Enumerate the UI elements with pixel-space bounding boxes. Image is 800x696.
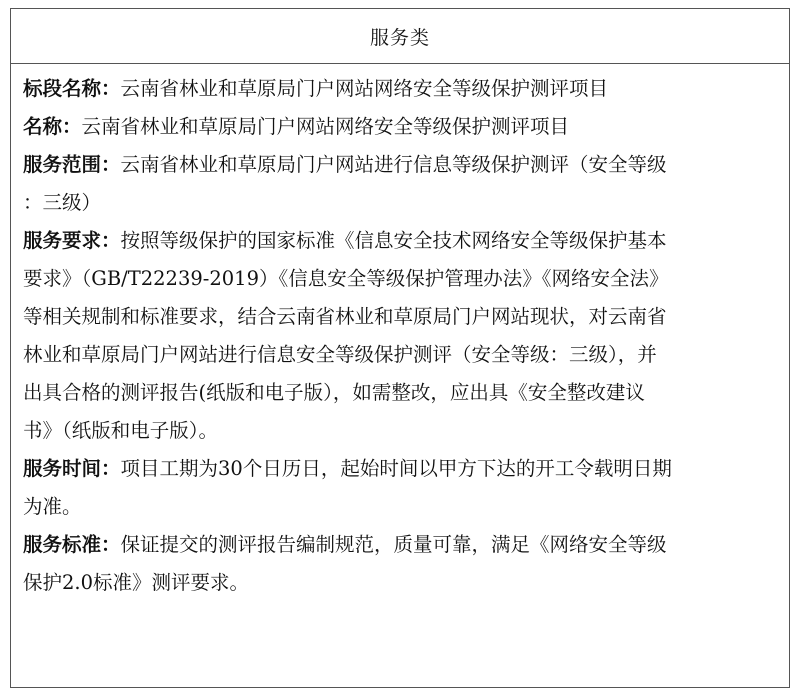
field-line: 按照等级保护的国家标准《信息安全技术网络安全等级保护基本: [120, 229, 667, 252]
field-line: 等相关规制和标准要求，结合云南省林业和草原局门户网站现状，对云南省: [23, 305, 667, 328]
field-label: 服务标准：: [23, 533, 121, 556]
field-line: 云南省林业和草原局门户网站网络安全等级保护测评项目: [120, 77, 609, 100]
field-service-time: [23, 450, 777, 526]
field-section-name: [23, 70, 777, 108]
field-line: 云南省林业和草原局门户网站进行信息等级保护测评（安全等级: [120, 153, 667, 176]
header-title: 服务类: [369, 26, 430, 49]
table-body: [11, 64, 789, 602]
field-line: 为准。: [23, 495, 82, 518]
field-label: 服务范围：: [23, 153, 121, 176]
field-line: 保护2.0标准》测评要求。: [23, 571, 250, 594]
field-name: [23, 108, 777, 146]
field-service-scope: [23, 146, 777, 222]
field-line: 云南省林业和草原局门户网站网络安全等级保护测评项目: [81, 115, 570, 138]
field-line: 要求》（GB/T22239-2019）《信息安全等级保护管理办法》《网络安全法》: [23, 267, 669, 290]
field-line: ：三级）: [23, 191, 102, 214]
field-service-requirements: [23, 222, 777, 450]
field-line: 保证提交的测评报告编制规范，质量可靠，满足《网络安全等级: [120, 533, 667, 556]
field-label: 标段名称：: [23, 77, 121, 100]
field-service-standard: [23, 526, 777, 602]
field-line: 出具合格的测评报告(纸版和电子版），如需整改，应出具《安全整改建议: [23, 381, 645, 404]
table-header: [11, 9, 789, 64]
service-table: [10, 8, 790, 688]
field-label: 名称：: [23, 115, 82, 138]
field-label: 服务要求：: [23, 229, 121, 252]
field-label: 服务时间：: [23, 457, 121, 480]
field-line: 林业和草原局门户网站进行信息安全等级保护测评（安全等级：三级），并: [23, 343, 657, 366]
field-line: 书》（纸版和电子版）。: [23, 419, 219, 442]
field-line: 项目工期为30个日历日，起始时间以甲方下达的开工令载明日期: [120, 457, 672, 480]
